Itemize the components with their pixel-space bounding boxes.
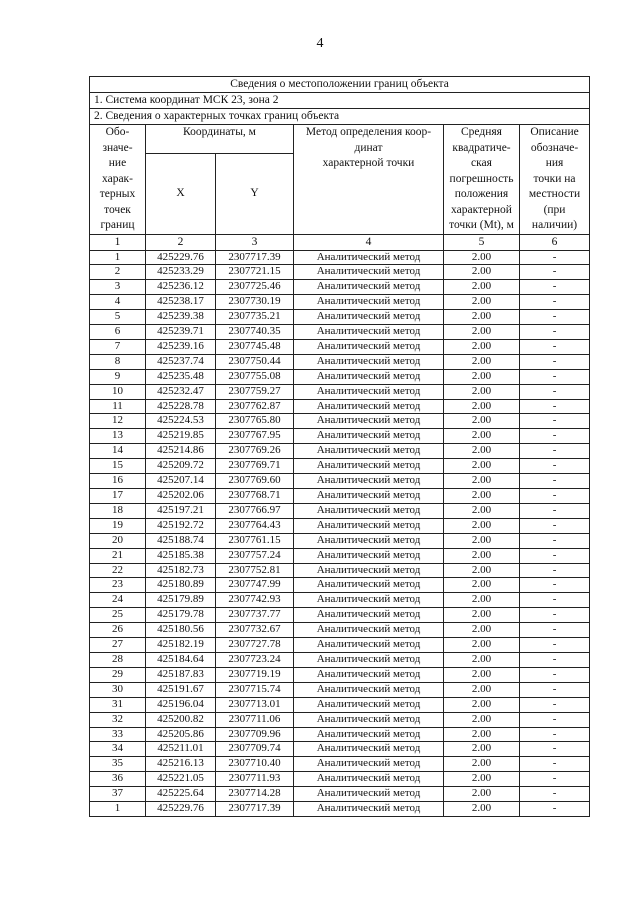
description-cell: - xyxy=(520,593,590,608)
column-number: 6 xyxy=(520,234,590,250)
coord-x: 425219.85 xyxy=(146,429,216,444)
method-cell: Аналитический метод xyxy=(294,623,444,638)
accuracy-cell: 2.00 xyxy=(444,772,520,787)
description-cell: - xyxy=(520,608,590,623)
method-cell: Аналитический метод xyxy=(294,563,444,578)
coord-y: 2307714.28 xyxy=(216,787,294,802)
point-number: 37 xyxy=(90,787,146,802)
coord-x: 425187.83 xyxy=(146,667,216,682)
table-row xyxy=(90,802,590,817)
description-cell: - xyxy=(520,578,590,593)
method-cell: Аналитический метод xyxy=(294,489,444,504)
accuracy-cell: 2.00 xyxy=(444,578,520,593)
coord-y: 2307769.60 xyxy=(216,474,294,489)
table-row xyxy=(90,265,590,280)
method-cell: Аналитический метод xyxy=(294,295,444,310)
point-number: 27 xyxy=(90,638,146,653)
table-title-row xyxy=(90,77,590,93)
accuracy-cell: 2.00 xyxy=(444,682,520,697)
table-row xyxy=(90,712,590,727)
description-cell: - xyxy=(520,429,590,444)
coord-y: 2307740.35 xyxy=(216,325,294,340)
point-number: 34 xyxy=(90,742,146,757)
coord-x: 425216.13 xyxy=(146,757,216,772)
boundary-points-label: 2. Сведения о характерных точках границ объекта xyxy=(90,109,590,125)
coord-y: 2307755.08 xyxy=(216,369,294,384)
accuracy-cell: 2.00 xyxy=(444,533,520,548)
point-number: 4 xyxy=(90,295,146,310)
coord-x: 425196.04 xyxy=(146,697,216,712)
table-row xyxy=(90,548,590,563)
description-cell: - xyxy=(520,280,590,295)
point-number: 21 xyxy=(90,548,146,563)
description-cell: - xyxy=(520,474,590,489)
point-number: 28 xyxy=(90,652,146,667)
coord-x: 425191.67 xyxy=(146,682,216,697)
accuracy-cell: 2.00 xyxy=(444,325,520,340)
table-row xyxy=(90,652,590,667)
point-number: 24 xyxy=(90,593,146,608)
column-number: 1 xyxy=(90,234,146,250)
description-cell: - xyxy=(520,459,590,474)
coord-y: 2307769.26 xyxy=(216,444,294,459)
method-cell: Аналитический метод xyxy=(294,697,444,712)
point-number: 15 xyxy=(90,459,146,474)
header-row-1 xyxy=(90,125,590,154)
coord-y: 2307747.99 xyxy=(216,578,294,593)
accuracy-cell: 2.00 xyxy=(444,548,520,563)
coord-x: 425179.89 xyxy=(146,593,216,608)
table-row xyxy=(90,772,590,787)
method-cell: Аналитический метод xyxy=(294,325,444,340)
point-number: 22 xyxy=(90,563,146,578)
method-cell: Аналитический метод xyxy=(294,250,444,265)
coord-x: 425236.12 xyxy=(146,280,216,295)
coord-x: 425188.74 xyxy=(146,533,216,548)
coord-y: 2307709.74 xyxy=(216,742,294,757)
header-point-designation: Обо- значе- ние харак- терных точек границ xyxy=(90,125,146,235)
table-row xyxy=(90,787,590,802)
table-row xyxy=(90,280,590,295)
coord-y: 2307721.15 xyxy=(216,265,294,280)
method-cell: Аналитический метод xyxy=(294,414,444,429)
coord-x: 425209.72 xyxy=(146,459,216,474)
method-cell: Аналитический метод xyxy=(294,399,444,414)
description-cell: - xyxy=(520,444,590,459)
method-cell: Аналитический метод xyxy=(294,310,444,325)
accuracy-cell: 2.00 xyxy=(444,489,520,504)
coord-y: 2307713.01 xyxy=(216,697,294,712)
table-row xyxy=(90,354,590,369)
point-number: 31 xyxy=(90,697,146,712)
method-cell: Аналитический метод xyxy=(294,459,444,474)
coord-y: 2307737.77 xyxy=(216,608,294,623)
method-cell: Аналитический метод xyxy=(294,384,444,399)
coord-y: 2307709.96 xyxy=(216,727,294,742)
accuracy-cell: 2.00 xyxy=(444,369,520,384)
accuracy-cell: 2.00 xyxy=(444,608,520,623)
coord-x: 425214.86 xyxy=(146,444,216,459)
description-cell: - xyxy=(520,652,590,667)
method-cell: Аналитический метод xyxy=(294,667,444,682)
accuracy-cell: 2.00 xyxy=(444,652,520,667)
accuracy-cell: 2.00 xyxy=(444,563,520,578)
accuracy-cell: 2.00 xyxy=(444,638,520,653)
point-number: 12 xyxy=(90,414,146,429)
section1-row xyxy=(90,93,590,109)
method-cell: Аналитический метод xyxy=(294,638,444,653)
description-cell: - xyxy=(520,414,590,429)
coord-x: 425228.78 xyxy=(146,399,216,414)
page-number: 4 xyxy=(316,36,324,51)
coord-y: 2307717.39 xyxy=(216,250,294,265)
coord-y: 2307745.48 xyxy=(216,339,294,354)
accuracy-cell: 2.00 xyxy=(444,399,520,414)
description-cell: - xyxy=(520,295,590,310)
table-row xyxy=(90,727,590,742)
coord-y: 2307750.44 xyxy=(216,354,294,369)
coord-y: 2307761.15 xyxy=(216,533,294,548)
point-number: 17 xyxy=(90,489,146,504)
accuracy-cell: 2.00 xyxy=(444,295,520,310)
coord-y: 2307727.78 xyxy=(216,638,294,653)
point-number: 3 xyxy=(90,280,146,295)
method-cell: Аналитический метод xyxy=(294,578,444,593)
description-cell: - xyxy=(520,802,590,817)
description-cell: - xyxy=(520,757,590,772)
point-number: 35 xyxy=(90,757,146,772)
point-number: 11 xyxy=(90,399,146,414)
coord-x: 425180.89 xyxy=(146,578,216,593)
coord-y: 2307715.74 xyxy=(216,682,294,697)
point-number: 5 xyxy=(90,310,146,325)
coord-y: 2307765.80 xyxy=(216,414,294,429)
coord-x: 425229.76 xyxy=(146,802,216,817)
point-number: 6 xyxy=(90,325,146,340)
method-cell: Аналитический метод xyxy=(294,518,444,533)
point-number: 2 xyxy=(90,265,146,280)
coord-x: 425238.17 xyxy=(146,295,216,310)
method-cell: Аналитический метод xyxy=(294,265,444,280)
table-row xyxy=(90,489,590,504)
accuracy-cell: 2.00 xyxy=(444,593,520,608)
coord-y: 2307710.40 xyxy=(216,757,294,772)
table-row xyxy=(90,503,590,518)
method-cell: Аналитический метод xyxy=(294,608,444,623)
point-number: 29 xyxy=(90,667,146,682)
accuracy-cell: 2.00 xyxy=(444,757,520,772)
description-cell: - xyxy=(520,742,590,757)
method-cell: Аналитический метод xyxy=(294,593,444,608)
point-number: 9 xyxy=(90,369,146,384)
point-number: 8 xyxy=(90,354,146,369)
coord-x: 425224.53 xyxy=(146,414,216,429)
accuracy-cell: 2.00 xyxy=(444,250,520,265)
accuracy-cell: 2.00 xyxy=(444,503,520,518)
description-cell: - xyxy=(520,354,590,369)
table-row xyxy=(90,667,590,682)
table-row xyxy=(90,757,590,772)
accuracy-cell: 2.00 xyxy=(444,667,520,682)
table-row xyxy=(90,295,590,310)
coord-x: 425207.14 xyxy=(146,474,216,489)
method-cell: Аналитический метод xyxy=(294,682,444,697)
method-cell: Аналитический метод xyxy=(294,727,444,742)
column-number-row xyxy=(90,234,590,250)
table-row xyxy=(90,682,590,697)
method-cell: Аналитический метод xyxy=(294,354,444,369)
point-number: 18 xyxy=(90,503,146,518)
description-cell: - xyxy=(520,489,590,504)
coord-x: 425182.73 xyxy=(146,563,216,578)
coord-x: 425239.38 xyxy=(146,310,216,325)
accuracy-cell: 2.00 xyxy=(444,727,520,742)
accuracy-cell: 2.00 xyxy=(444,802,520,817)
table-row xyxy=(90,399,590,414)
coord-y: 2307732.67 xyxy=(216,623,294,638)
coord-y: 2307767.95 xyxy=(216,429,294,444)
point-number: 20 xyxy=(90,533,146,548)
column-number: 2 xyxy=(146,234,216,250)
coord-y: 2307711.06 xyxy=(216,712,294,727)
description-cell: - xyxy=(520,623,590,638)
point-number: 25 xyxy=(90,608,146,623)
method-cell: Аналитический метод xyxy=(294,339,444,354)
coordinate-system-label: 1. Система координат МСК 23, зона 2 xyxy=(90,93,590,109)
column-number: 5 xyxy=(444,234,520,250)
description-cell: - xyxy=(520,250,590,265)
point-number: 33 xyxy=(90,727,146,742)
method-cell: Аналитический метод xyxy=(294,369,444,384)
table-row xyxy=(90,325,590,340)
description-cell: - xyxy=(520,265,590,280)
coord-y: 2307769.71 xyxy=(216,459,294,474)
coord-y: 2307725.46 xyxy=(216,280,294,295)
header-description: Описание обозначе- ния точки на местности (при наличии) xyxy=(520,125,590,235)
coord-x: 425233.29 xyxy=(146,265,216,280)
accuracy-cell: 2.00 xyxy=(444,384,520,399)
table-row xyxy=(90,369,590,384)
accuracy-cell: 2.00 xyxy=(444,265,520,280)
coord-x: 425232.47 xyxy=(146,384,216,399)
accuracy-cell: 2.00 xyxy=(444,623,520,638)
coord-y: 2307766.97 xyxy=(216,503,294,518)
table-row xyxy=(90,638,590,653)
accuracy-cell: 2.00 xyxy=(444,280,520,295)
method-cell: Аналитический метод xyxy=(294,787,444,802)
description-cell: - xyxy=(520,325,590,340)
accuracy-cell: 2.00 xyxy=(444,354,520,369)
method-cell: Аналитический метод xyxy=(294,533,444,548)
point-number: 1 xyxy=(90,802,146,817)
table-row xyxy=(90,608,590,623)
description-cell: - xyxy=(520,548,590,563)
point-number: 19 xyxy=(90,518,146,533)
table-row xyxy=(90,474,590,489)
description-cell: - xyxy=(520,787,590,802)
coord-x: 425221.05 xyxy=(146,772,216,787)
table-row xyxy=(90,623,590,638)
header-accuracy: Средняя квадратиче- ская погрешность положения характерной точки (Mt), м xyxy=(444,125,520,235)
table-row xyxy=(90,697,590,712)
method-cell: Аналитический метод xyxy=(294,772,444,787)
point-number: 13 xyxy=(90,429,146,444)
accuracy-cell: 2.00 xyxy=(444,339,520,354)
point-number: 32 xyxy=(90,712,146,727)
coord-x: 425205.86 xyxy=(146,727,216,742)
point-number: 7 xyxy=(90,339,146,354)
table-row xyxy=(90,578,590,593)
description-cell: - xyxy=(520,638,590,653)
header-x: X xyxy=(146,153,216,234)
accuracy-cell: 2.00 xyxy=(444,712,520,727)
description-cell: - xyxy=(520,503,590,518)
header-coordinates: Координаты, м xyxy=(146,125,294,154)
table-title: Сведения о местоположении границ объекта xyxy=(90,77,590,93)
accuracy-cell: 2.00 xyxy=(444,310,520,325)
description-cell: - xyxy=(520,518,590,533)
method-cell: Аналитический метод xyxy=(294,444,444,459)
coord-x: 425182.19 xyxy=(146,638,216,653)
table-row xyxy=(90,384,590,399)
description-cell: - xyxy=(520,712,590,727)
description-cell: - xyxy=(520,682,590,697)
point-number: 1 xyxy=(90,250,146,265)
coord-x: 425211.01 xyxy=(146,742,216,757)
point-number: 14 xyxy=(90,444,146,459)
coord-x: 425239.16 xyxy=(146,339,216,354)
description-cell: - xyxy=(520,533,590,548)
accuracy-cell: 2.00 xyxy=(444,474,520,489)
boundary-table xyxy=(89,76,590,817)
accuracy-cell: 2.00 xyxy=(444,742,520,757)
coord-x: 425229.76 xyxy=(146,250,216,265)
table-row xyxy=(90,518,590,533)
table-row xyxy=(90,533,590,548)
point-number: 30 xyxy=(90,682,146,697)
accuracy-cell: 2.00 xyxy=(444,459,520,474)
method-cell: Аналитический метод xyxy=(294,712,444,727)
coord-x: 425179.78 xyxy=(146,608,216,623)
coord-x: 425192.72 xyxy=(146,518,216,533)
description-cell: - xyxy=(520,667,590,682)
description-cell: - xyxy=(520,399,590,414)
coord-y: 2307719.19 xyxy=(216,667,294,682)
description-cell: - xyxy=(520,697,590,712)
coord-x: 425184.64 xyxy=(146,652,216,667)
description-cell: - xyxy=(520,310,590,325)
table-row xyxy=(90,429,590,444)
table-row xyxy=(90,459,590,474)
method-cell: Аналитический метод xyxy=(294,757,444,772)
accuracy-cell: 2.00 xyxy=(444,444,520,459)
coord-x: 425235.48 xyxy=(146,369,216,384)
description-cell: - xyxy=(520,339,590,354)
coord-x: 425202.06 xyxy=(146,489,216,504)
method-cell: Аналитический метод xyxy=(294,742,444,757)
coord-y: 2307757.24 xyxy=(216,548,294,563)
column-number: 4 xyxy=(294,234,444,250)
coord-y: 2307762.87 xyxy=(216,399,294,414)
coord-y: 2307717.39 xyxy=(216,802,294,817)
coord-y: 2307742.93 xyxy=(216,593,294,608)
point-number: 10 xyxy=(90,384,146,399)
table-row xyxy=(90,593,590,608)
description-cell: - xyxy=(520,727,590,742)
method-cell: Аналитический метод xyxy=(294,652,444,667)
description-cell: - xyxy=(520,772,590,787)
method-cell: Аналитический метод xyxy=(294,429,444,444)
coord-x: 425200.82 xyxy=(146,712,216,727)
coord-x: 425197.21 xyxy=(146,503,216,518)
table-row xyxy=(90,310,590,325)
table-row xyxy=(90,339,590,354)
method-cell: Аналитический метод xyxy=(294,503,444,518)
accuracy-cell: 2.00 xyxy=(444,787,520,802)
point-number: 26 xyxy=(90,623,146,638)
coord-y: 2307711.93 xyxy=(216,772,294,787)
header-method: Метод определения коор- динат характерной точки xyxy=(294,125,444,235)
coord-y: 2307764.43 xyxy=(216,518,294,533)
coord-x: 425225.64 xyxy=(146,787,216,802)
column-number: 3 xyxy=(216,234,294,250)
table-row xyxy=(90,250,590,265)
coord-x: 425239.71 xyxy=(146,325,216,340)
method-cell: Аналитический метод xyxy=(294,474,444,489)
point-number: 23 xyxy=(90,578,146,593)
table-row xyxy=(90,742,590,757)
accuracy-cell: 2.00 xyxy=(444,414,520,429)
method-cell: Аналитический метод xyxy=(294,548,444,563)
accuracy-cell: 2.00 xyxy=(444,697,520,712)
header-y: Y xyxy=(216,153,294,234)
method-cell: Аналитический метод xyxy=(294,280,444,295)
coord-y: 2307752.81 xyxy=(216,563,294,578)
coord-y: 2307730.19 xyxy=(216,295,294,310)
point-number: 36 xyxy=(90,772,146,787)
description-cell: - xyxy=(520,563,590,578)
method-cell: Аналитический метод xyxy=(294,802,444,817)
coord-y: 2307735.21 xyxy=(216,310,294,325)
description-cell: - xyxy=(520,369,590,384)
table-row xyxy=(90,444,590,459)
table-row xyxy=(90,563,590,578)
section2-row xyxy=(90,109,590,125)
coord-x: 425185.38 xyxy=(146,548,216,563)
coord-y: 2307723.24 xyxy=(216,652,294,667)
coord-y: 2307759.27 xyxy=(216,384,294,399)
coord-x: 425180.56 xyxy=(146,623,216,638)
description-cell: - xyxy=(520,384,590,399)
coord-y: 2307768.71 xyxy=(216,489,294,504)
point-number: 16 xyxy=(90,474,146,489)
accuracy-cell: 2.00 xyxy=(444,518,520,533)
accuracy-cell: 2.00 xyxy=(444,429,520,444)
coord-x: 425237.74 xyxy=(146,354,216,369)
table-row xyxy=(90,414,590,429)
